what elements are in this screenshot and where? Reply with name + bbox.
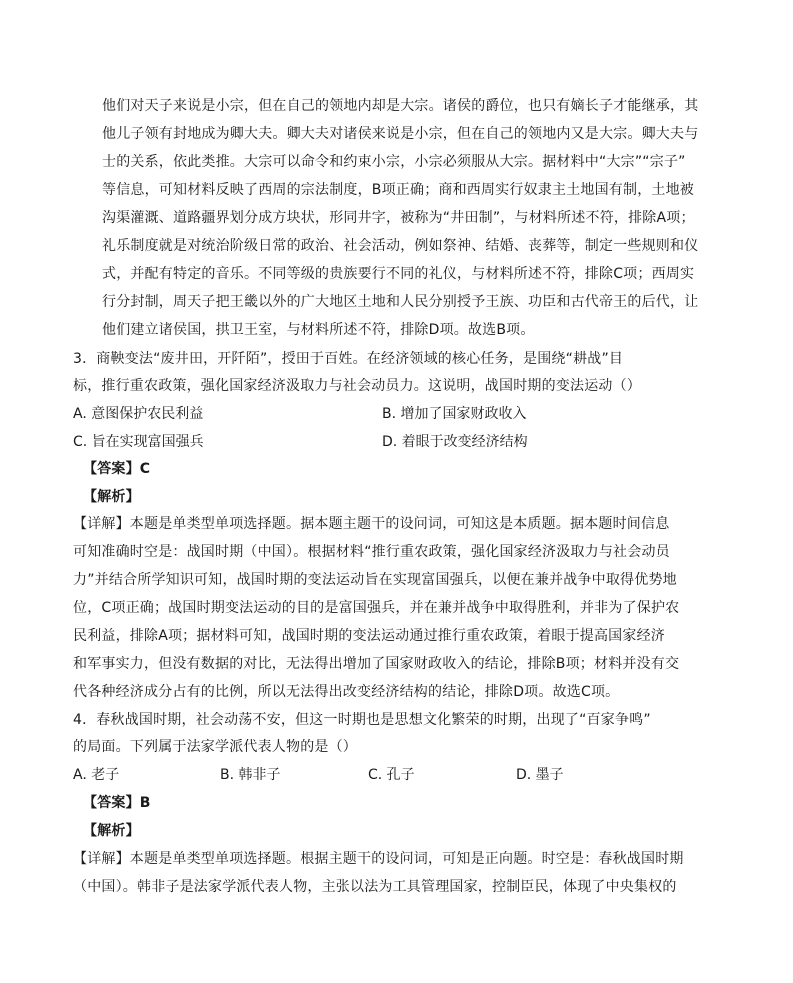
q4-detail-line: （中国）。韩非子是法家学派代表人物，主张以法为工具管理国家，控制臣民，体现了中央集权的 — [73, 879, 677, 895]
q2-explanation-line: 士的关系，依此类推。大宗可以命令和约束小宗，小宗必须服从大宗。据材料中“大宗”“宗子” — [102, 154, 686, 170]
q4-answer: 【答案】B — [83, 795, 151, 811]
q3-detail-line: 【详解】本题是单类型单项选择题。据本题主题干的设问词，可知这是本质题。据本题时间信息 — [73, 516, 670, 532]
q2-explanation-line: 他们建立诸侯国，拱卫王室，与材料所述不符，排除D项。故选B项。 — [102, 322, 535, 338]
q3-option-d: D. 着眼于改变经济结构 — [382, 434, 528, 450]
q4-detail-line: 【详解】本题是单类型单项选择题。根据主题干的设问词，可知是正向题。时空是：春秋战国时期 — [73, 851, 684, 867]
q2-explanation-line: 行分封制，周天子把王畿以外的广大地区土地和人民分别授予王族、功臣和古代帝王的后代，让 — [102, 294, 699, 310]
q3-answer: 【答案】C — [83, 461, 151, 477]
q4-option-a: A. 老子 — [73, 767, 120, 783]
q2-explanation-line: 礼乐制度就是对统治阶级日常的政治、社会活动，例如祭神、结婚、丧葬等，制定一些规则和仪 — [102, 238, 699, 254]
q4-stem-line: 4．春秋战国时期，社会动荡不安，但这一时期也是思想文化繁荣的时期，出现了“百家争鸣” — [73, 712, 651, 728]
q3-stem-line: 标，推行重农政策，强化国家经济汲取力与社会动员力。这说明，战国时期的变法运动（） — [73, 378, 641, 394]
q2-explanation-line: 等信息，可知材料反映了西周的宗法制度，B项正确；商和西周实行奴隶主土地国有制，土地被 — [102, 182, 695, 198]
q4-stem-line: 的局面。下列属于法家学派代表人物的是（） — [73, 739, 357, 755]
q3-option-a: A. 意图保护农民利益 — [73, 406, 204, 422]
q4-option-c: C. 孔子 — [368, 767, 415, 783]
q2-explanation-line: 式，并配有特定的音乐。不同等级的贵族要行不同的礼仪，与材料所述不符，排除C项；西周实 — [102, 266, 695, 282]
q2-explanation-line: 沟渠灌溉、道路疆界划分成方块状，形同井字，被称为“井田制”，与材料所述不符，排除A项； — [102, 210, 695, 226]
q3-option-c: C. 旨在实现富国强兵 — [73, 434, 204, 450]
q3-option-b: B. 增加了国家财政收入 — [382, 406, 527, 422]
q4-analysis-label: 【解析】 — [83, 823, 140, 839]
q3-detail-line: 代各种经济成分占有的比例，所以无法得出改变经济结构的结论，排除D项。故选C项。 — [73, 684, 620, 700]
q3-detail-line: 民利益，排除A项；据材料可知，战国时期的变法运动通过推行重农政策，着眼于提高国家经济 — [73, 628, 665, 644]
q3-detail-line: 力”并结合所学知识可知，战国时期的变法运动旨在实现富国强兵，以便在兼并战争中取得优势地 — [73, 572, 677, 588]
q3-stem-line: 3．商鞅变法“废井田，开阡陌”，授田于百姓。在经济领域的核心任务，是围绕“耕战”目 — [73, 351, 624, 367]
q2-explanation-line: 他们对天子来说是小宗，但在自己的领地内却是大宗。诸侯的爵位，也只有嫡长子才能继承，其 — [102, 98, 699, 114]
q3-analysis-label: 【解析】 — [83, 489, 140, 505]
q4-option-b: B. 韩非子 — [220, 767, 281, 783]
q3-detail-line: 位，C项正确；战国时期变法运动的目的是富国强兵，并在兼并战争中取得胜利，并非为了保护农 — [73, 600, 680, 616]
q3-detail-line: 可知准确时空是：战国时期（中国）。根据材料“推行重农政策，强化国家经济汲取力与社会动员 — [73, 544, 670, 560]
q3-detail-line: 和军事实力，但没有数据的对比，无法得出增加了国家财政收入的结论，排除B项；材料并没有交 — [73, 656, 680, 672]
q4-option-d: D. 墨子 — [516, 767, 564, 783]
q2-explanation-line: 他儿子领有封地成为卿大夫。卿大夫对诸侯来说是小宗，但在自己的领地内又是大宗。卿大夫与 — [102, 126, 699, 142]
